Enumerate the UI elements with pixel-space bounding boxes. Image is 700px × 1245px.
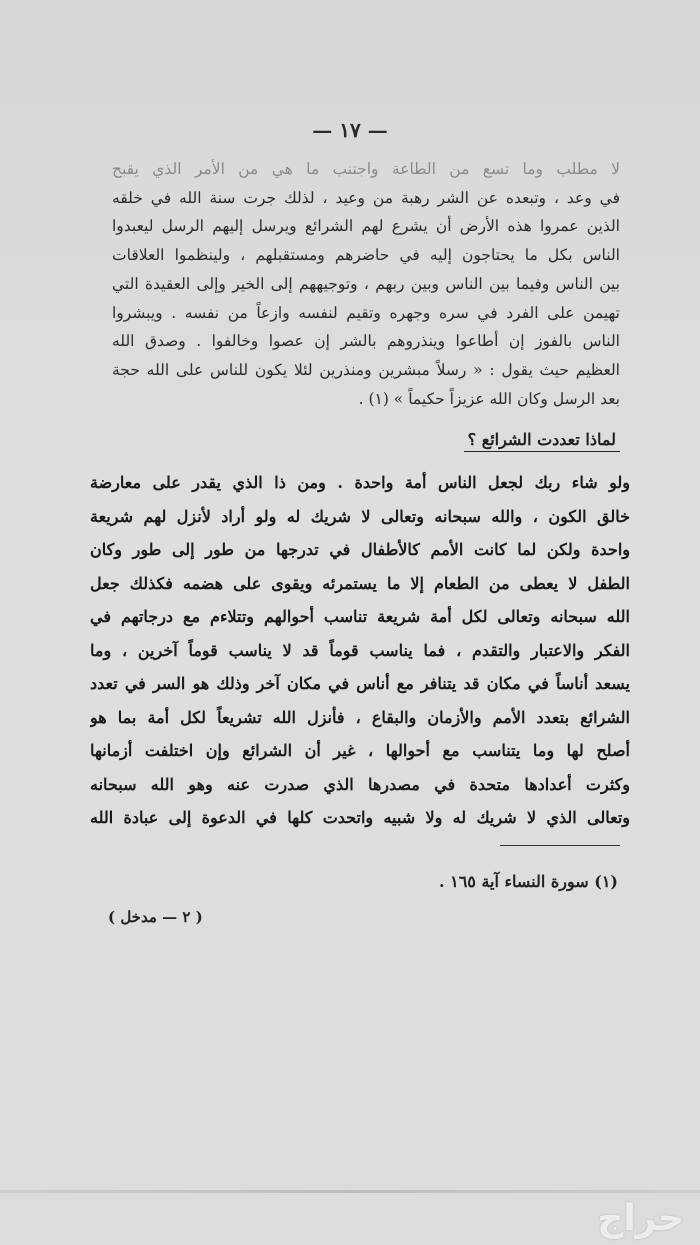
text-line: العظيم حيث يقول : « رسلاً مبشرين ومنذرين لئلا يكون للناس على الله حجة — [112, 360, 620, 379]
text-line: في وعد ، وتبعده عن الشر رهبة من وعيد ، لذلك جرت سنة الله في خلقه — [112, 188, 620, 207]
text-line-last: بعد الرسل وكان الله عزيزاً حكيماً » (١) . — [358, 389, 620, 408]
text-line: ولو شاء ربك لجعل الناس أمة واحدة . ومن ذا الذي يقدر على معارضة — [90, 473, 630, 492]
text-line: الطفل لا يعطى من الطعام إلا ما يستمرئه ويقوى على هضمه فكذلك جعل — [90, 573, 630, 593]
text-line: وكثرت أعدادها متحدة في مصدرها الذي صدرت عنه وهو الله سبحانه — [90, 774, 630, 794]
paragraph-intro — [112, 155, 620, 413]
text-line: الناس بكل ما يحتاجون إليه في حاضرهم ومستقبلهم ، ولينظموا العلاقات — [112, 246, 620, 265]
text-line: الله سبحانه وتعالى لكل أمة شريعة تناسب أحوالهم وتتلاءم مع درجاتهم في — [90, 607, 630, 626]
text-line: وتعالى الذي لا شريك له ولا شبيه واتحدت كلها في الدعوة إلى عبادة الله — [90, 808, 630, 827]
text-line: بين الناس وفيما بين الناس وبين ربهم ، وتوجيههم إلى الخير وإلى العقيدة التي — [112, 274, 620, 293]
text-line: تهيمن على الفرد في سره وجهره وتقيم لنفسه وازعاً من نفسه . ويبشروا — [112, 303, 620, 322]
footnote-divider — [500, 845, 620, 846]
text-line: الذين عمروا هذه الأرض أن يشرع لهم الشرائع ويرسل إليهم الرسل ليعبدوا — [112, 217, 620, 236]
section-heading: لماذا تعددت الشرائع ؟ — [464, 430, 620, 452]
text-line: لا مطلب وما تسع من الطاعة واجتنب ما هي من الأمر الذي يقبح — [112, 160, 620, 178]
paragraph-why-many-laws — [90, 466, 630, 835]
text-line: أصلح لها وما يتناسب مع أحوالها ، غير أن الشرائع وإن اختلفت أزمانها — [90, 741, 630, 760]
text-line: الشرائع بتعدد الأمم والأزمان والبقاع ، فأنزل الله تشريعاً لكل أمة بما هو — [90, 707, 630, 727]
text-line: واحدة ولكن لما كانت الأمم كالأطفال في تدرجها من طور إلى طور وكان — [90, 540, 630, 559]
footnote: (١) سورة النساء آية ١٦٥ . — [438, 872, 618, 891]
text-line: يسعد أناساً في مكان قد يتنافر مع أناس في مكان آخر وذلك هو السر في تعدد — [90, 674, 630, 693]
signature-mark: ( ٢ — مدخل ) — [108, 908, 203, 926]
page-bottom-edge — [0, 1190, 700, 1193]
site-watermark: حراج — [597, 1198, 684, 1239]
text-line: خالق الكون ، والله سبحانه وتعالى لا شريك له ولو أراد لأنزل لهم شريعة — [90, 506, 630, 526]
text-line: الفكر والاعتبار والتقدم ، فما يناسب قوماً قد لا يناسب قوماً آخرين ، وما — [90, 640, 630, 660]
page-number: — ١٧ — — [312, 118, 388, 142]
text-line: الناس بالفوز إن أطاعوا وينذروهم بالشر إن عصوا وخالفوا . وصدق الله — [112, 332, 620, 351]
